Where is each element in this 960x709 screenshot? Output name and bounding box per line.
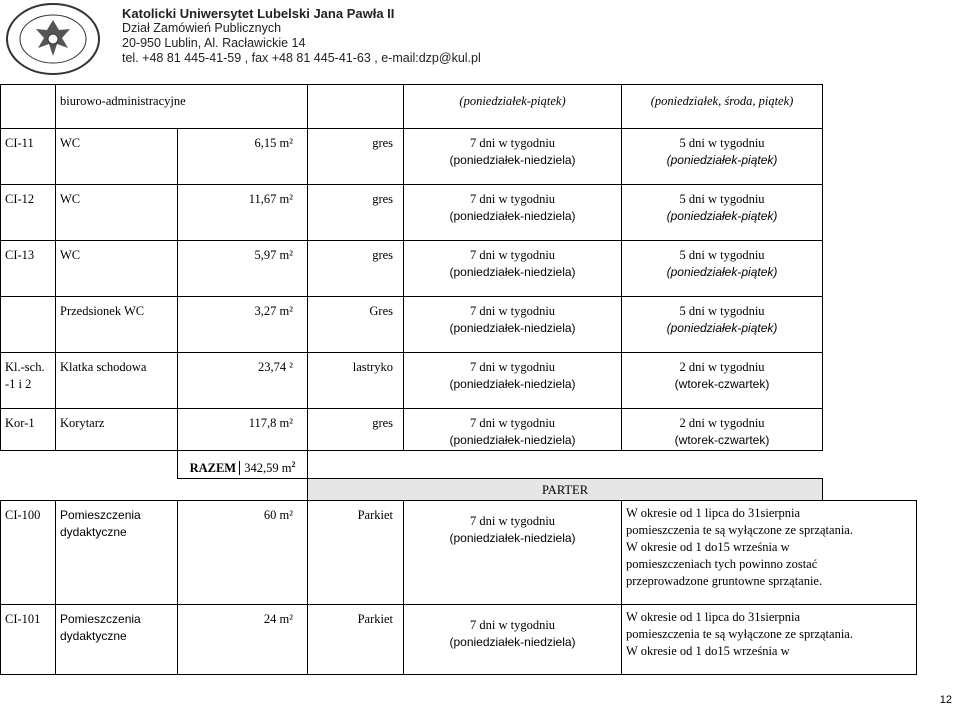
rooms-table xyxy=(0,84,917,675)
address-line: 20-950 Lublin, Al. Racławickie 14 xyxy=(122,36,306,50)
room-name: Korytarz xyxy=(56,409,178,451)
cleaning-frequency-1: 7 dni w tygodniu (poniedziałek-niedziela) xyxy=(404,605,622,675)
section-title: PARTER xyxy=(308,479,823,501)
room-area: 3,27 m² xyxy=(178,297,308,353)
schedule-1: (poniedziałek-piątek) xyxy=(404,85,622,129)
cleaning-frequency-1: 7 dni w tygodniu (poniedziałek-niedziela) xyxy=(404,409,622,451)
table-row xyxy=(1,605,917,675)
cleaning-frequency-2: 2 dni w tygodniu (wtorek-czwartek) xyxy=(622,409,823,451)
room-name: Pomieszczenia dydaktyczne xyxy=(56,501,178,605)
room-id: CI-11 xyxy=(1,129,56,185)
room-name: Pomieszczenia dydaktyczne xyxy=(56,605,178,675)
cleaning-frequency-2: 5 dni w tygodniu (poniedziałek-piątek) xyxy=(622,241,823,297)
room-id: CI-101 xyxy=(1,605,56,675)
room-area: 11,67 m² xyxy=(178,185,308,241)
floor-type: gres xyxy=(308,129,404,185)
room-name: WC xyxy=(56,241,178,297)
table-row xyxy=(1,409,917,451)
floor-type: Gres xyxy=(308,297,404,353)
cleaning-frequency-1: 7 dni w tygodniu (poniedziałek-niedziela) xyxy=(404,297,622,353)
room-name: WC xyxy=(56,185,178,241)
room-name: Przedsionek WC xyxy=(56,297,178,353)
contact-line: tel. +48 81 445-41-59 , fax +48 81 445-41-63 , e-mail:dzp@kul.pl xyxy=(122,51,481,65)
room-id: CI-100 xyxy=(1,501,56,605)
table-row xyxy=(1,353,917,409)
room-name: biurowo-administracyjne xyxy=(56,85,308,129)
cleaning-note: W okresie od 1 lipca do 31sierpnia pomieszczenia te są wyłączone ze sprzątania. W okresie od 1 do15 września w xyxy=(622,605,917,675)
cleaning-frequency-1: 7 dni w tygodniu (poniedziałek-niedziela) xyxy=(404,129,622,185)
room-name: WC xyxy=(56,129,178,185)
cleaning-note: W okresie od 1 lipca do 31sierpnia pomieszczenia te są wyłączone ze sprzątania. W okresie od 1 do15 września w pomieszczeniach tych powinno zostać przeprowadzone gruntowne sprzątanie. xyxy=(622,501,917,605)
floor-type: Parkiet xyxy=(308,605,404,675)
schedule-2: (poniedziałek, środa, piątek) xyxy=(622,85,823,129)
room-area: 6,15 m² xyxy=(178,129,308,185)
room-area: 117,8 m² xyxy=(178,409,308,451)
room-area: 23,74 ² xyxy=(178,353,308,409)
total-area: RAZEM 342,59 $m^2$ xyxy=(178,451,308,479)
cleaning-frequency-1: 7 dni w tygodniu (poniedziałek-niedziela) xyxy=(404,241,622,297)
cleaning-frequency-2: 5 dni w tygodniu (poniedziałek-piątek) xyxy=(622,297,823,353)
table-row xyxy=(1,85,917,129)
department-name: Dział Zamówień Publicznych xyxy=(122,21,282,35)
room-area: 24 m² xyxy=(178,605,308,675)
floor-type: gres xyxy=(308,409,404,451)
cleaning-frequency-2: 5 dni w tygodniu (poniedziałek-piątek) xyxy=(622,185,823,241)
table-row xyxy=(1,297,917,353)
page-number: 12 xyxy=(939,694,952,706)
room-name: Klatka schodowa xyxy=(56,353,178,409)
room-area: 5,97 m² xyxy=(178,241,308,297)
table-row xyxy=(1,185,917,241)
table-row xyxy=(1,129,917,185)
table-row xyxy=(1,241,917,297)
room-id: CI-13 xyxy=(1,241,56,297)
section-row xyxy=(1,479,917,501)
floor-type: Parkiet xyxy=(308,501,404,605)
cleaning-frequency-1: 7 dni w tygodniu (poniedziałek-niedziela) xyxy=(404,185,622,241)
university-name: Katolicki Uniwersytet Lubelski Jana Pawła II xyxy=(122,6,395,21)
room-id: Kor-1 xyxy=(1,409,56,451)
table-row xyxy=(1,501,917,605)
cleaning-frequency-1: 7 dni w tygodniu (poniedziałek-niedziela) xyxy=(404,501,622,605)
room-id: CI-12 xyxy=(1,185,56,241)
room-id: Kl.-sch. -1 i 2 xyxy=(1,353,56,409)
floor-type: gres xyxy=(308,185,404,241)
floor-type: gres xyxy=(308,241,404,297)
university-seal-logo xyxy=(4,2,102,76)
room-id xyxy=(1,297,56,353)
cleaning-frequency-2: 2 dni w tygodniu (wtorek-czwartek) xyxy=(622,353,823,409)
cleaning-frequency-1: 7 dni w tygodniu (poniedziałek-niedziela) xyxy=(404,353,622,409)
cleaning-frequency-2: 5 dni w tygodniu (poniedziałek-piątek) xyxy=(622,129,823,185)
total-row xyxy=(1,451,917,479)
document-header xyxy=(122,6,481,66)
room-area: 60 m² xyxy=(178,501,308,605)
floor-type: lastryko xyxy=(308,353,404,409)
